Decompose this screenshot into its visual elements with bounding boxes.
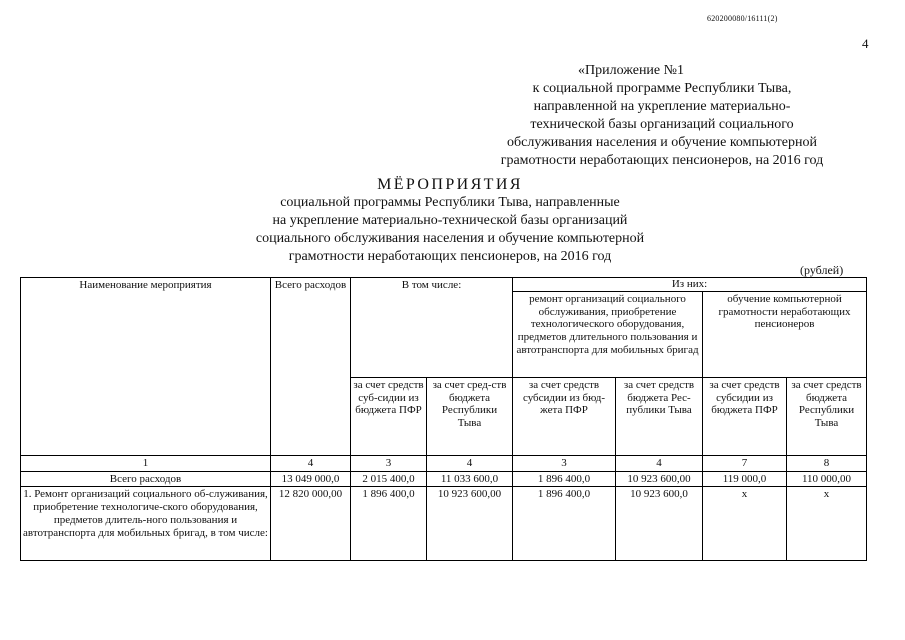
column-number: 3 [351,455,427,471]
row-value: 11 033 600,0 [427,471,513,487]
table-row [21,487,867,561]
table-row [21,471,867,487]
row-value: 10 923 600,00 [427,487,513,561]
header-col: за счет средств бюджета Республики Тыва [787,377,867,455]
appendix-line: грамотности неработающих пенсионеров, на 2016 год [500,153,824,168]
column-numbers-row [21,455,867,471]
column-number: 1 [21,455,271,471]
row-value: 1 896 400,0 [351,487,427,561]
header-total: Всего расходов [271,278,351,456]
column-number: 7 [703,455,787,471]
expenses-table [20,277,867,561]
header-including: В том числе: [351,278,513,378]
header-group-training: обучение компьютерной грамотности неработающих пенсионеров [703,291,867,377]
row-value: 1 896 400,0 [513,487,616,561]
row-value: 2 015 400,0 [351,471,427,487]
row-value: 10 923 600,0 [616,487,703,561]
row-value: х [703,487,787,561]
row-value: 13 049 000,0 [271,471,351,487]
header-row [21,278,867,292]
title-block [200,176,700,266]
document-title: МЁРОПРИЯТИЯ [377,176,523,193]
column-number: 3 [513,455,616,471]
document-code: 620200080/16111(2) [707,14,778,23]
row-value: 110 000,00 [787,471,867,487]
row-value: х [787,487,867,561]
column-number: 4 [616,455,703,471]
row-name: 1. Ремонт организаций социального об-служивания, приобретение технологиче-ского оборудования, предметов длитель-ного пользования и автотранспорта для мобильных бригад, в том числе: [21,487,271,561]
appendix-line: направленной на укрепление материально- [533,99,791,114]
subtitle-line: социального обслуживания населения и обучение компьютерной [255,231,645,246]
subtitle-line: социальной программы Республики Тыва, направленные [280,195,620,210]
column-number: 4 [427,455,513,471]
header-col: за счет средств бюджета Рес-публики Тыва [616,377,703,455]
row-value: 119 000,0 [703,471,787,487]
row-value: 1 896 400,0 [513,471,616,487]
column-number: 8 [787,455,867,471]
header-group-repair: ремонт организаций социального обслуживания, приобретение технологического оборудования, предметов длительного пользования и автотранспорта для мобильных бригад [513,291,703,377]
appendix-line: к социальной программе Республики Тыва, [532,81,792,96]
row-value: 10 923 600,00 [616,471,703,487]
appendix-block [452,62,872,170]
header-col: за счет средств субсидии из бюджета ПФР [703,377,787,455]
subtitle-line: на укрепление материально-технической базы организаций [272,213,628,228]
header-col: за счет сред-ств бюджета Республики Тыва [427,377,513,455]
row-value: 12 820 000,00 [271,487,351,561]
appendix-line: «Приложение №1 [578,63,684,78]
appendix-line: обслуживания населения и обучение компьютерной [507,135,817,150]
header-col: за счет средств субсидии из бюд-жета ПФР [513,377,616,455]
header-of-them: Из них: [513,278,867,292]
header-col: за счет средств суб-сидии из бюджета ПФР [351,377,427,455]
header-name: Наименование мероприятия [21,278,271,456]
page-number: 4 [862,36,869,51]
appendix-line: технической базы организаций социального [530,117,794,132]
row-name: Всего расходов [21,471,271,487]
subtitle-line: грамотности неработающих пенсионеров, на 2016 год [288,249,612,264]
column-number: 4 [271,455,351,471]
units-label: (рублей) [800,263,844,277]
